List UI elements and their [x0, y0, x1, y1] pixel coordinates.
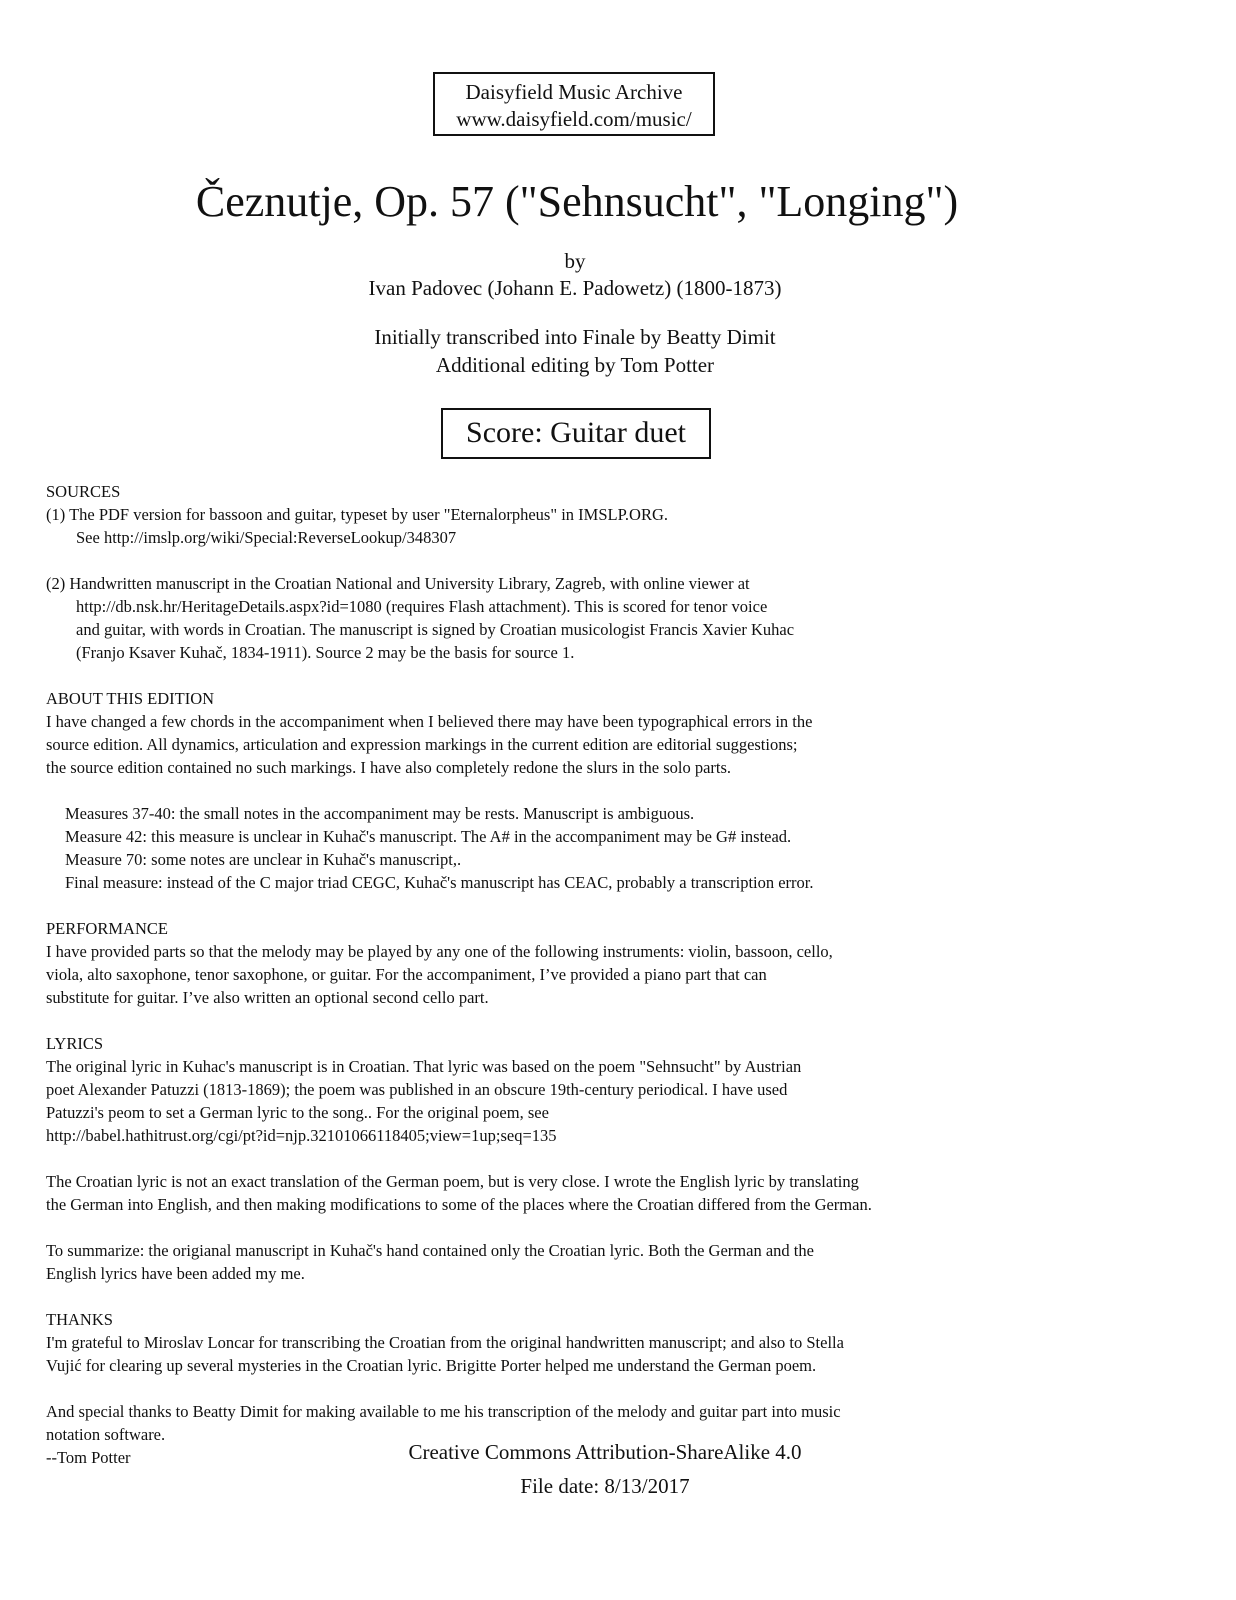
lyrics-line: the German into English, and then making modifications to some of the places where the Croatian differed from the German. — [46, 1195, 872, 1214]
lyrics-line: Patuzzi's peom to set a German lyric to the song.. For the original poem, see — [46, 1103, 549, 1122]
measure-note: Final measure: instead of the C major triad CEGC, Kuhač's manuscript has CEAC, probably a transcription error. — [65, 873, 814, 892]
performance-line: viola, alto saxophone, tenor saxophone, or guitar. For the accompaniment, I’ve provided a piano part that can — [46, 965, 767, 984]
measure-note: Measure 70: some notes are unclear in Kuhač's manuscript,. — [65, 850, 462, 869]
composer-line: Ivan Padovec (Johann E. Padowetz) (1800-1873) — [368, 276, 782, 300]
sources-heading: SOURCES — [46, 482, 121, 501]
performance-line: substitute for guitar. I’ve also written an optional second cello part. — [46, 988, 489, 1007]
lyrics-heading: LYRICS — [46, 1034, 104, 1053]
lyrics-line: To summarize: the origianal manuscript in Kuhač's hand contained only the Croatian lyric. Both the German and the — [46, 1241, 814, 1260]
source-1-line: (1) The PDF version for bassoon and guitar, typeset by user "Eternalorpheus" in IMSLP.ORG. — [46, 505, 669, 524]
source-1-line: See http://imslp.org/wiki/Special:ReverseLookup/348307 — [76, 528, 457, 547]
measure-note: Measure 42: this measure is unclear in Kuhač's manuscript. The A# in the accompaniment may be G# instead. — [65, 827, 792, 846]
measure-note: Measures 37-40: the small notes in the accompaniment may be rests. Manuscript is ambiguous. — [65, 804, 695, 823]
lyrics-line: The original lyric in Kuhac's manuscript is in Croatian. That lyric was based on the poem "Sehnsucht" by Austrian — [46, 1057, 802, 1076]
lyrics-line: English lyrics have been added my me. — [46, 1264, 305, 1283]
lyrics-line: http://babel.hathitrust.org/cgi/pt?id=njp.32101066118405;view=1up;seq=135 — [46, 1126, 557, 1145]
thanks-line: And special thanks to Beatty Dimit for making available to me his transcription of the melody and guitar part into music — [46, 1402, 841, 1421]
archive-box — [433, 72, 715, 136]
about-heading: ABOUT THIS EDITION — [46, 689, 215, 708]
source-2-line: (Franjo Ksaver Kuhač, 1834-1911). Source 2 may be the basis for source 1. — [76, 643, 575, 662]
about-line: I have changed a few chords in the accompaniment when I believed there may have been typographical errors in the — [46, 712, 813, 731]
lyrics-line: poet Alexander Patuzzi (1813-1869); the poem was published in an obscure 19th-century periodical. I have used — [46, 1080, 788, 1099]
page-title: Čeznutje, Op. 57 ("Sehnsucht", "Longing") — [195, 177, 959, 226]
about-line: source edition. All dynamics, articulation and expression markings in the current edition are editorial suggestions; — [46, 735, 798, 754]
source-2-line: (2) Handwritten manuscript in the Croatian National and University Library, Zagreb, with online viewer at — [46, 574, 750, 593]
thanks-line: Vujić for clearing up several mysteries in the Croatian lyric. Brigitte Porter helped me understand the German poem. — [46, 1356, 817, 1375]
file-date-line: File date: 8/13/2017 — [520, 1474, 690, 1498]
lyrics-line: The Croatian lyric is not an exact translation of the German poem, but is very close. I wrote the English lyric by translating — [46, 1172, 859, 1191]
source-2-line: http://db.nsk.hr/HeritageDetails.aspx?id=1080 (requires Flash attachment). This is scored for tenor voice — [76, 597, 768, 616]
score-label: Score: Guitar duet — [441, 408, 711, 459]
thanks-line: notation software. — [46, 1425, 166, 1444]
thanks-heading: THANKS — [46, 1310, 113, 1329]
credit-editing: Additional editing by Tom Potter — [435, 353, 715, 377]
license-line: Creative Commons Attribution-ShareAlike 4.0 — [408, 1440, 802, 1464]
archive-url: www.daisyfield.com/music/ — [456, 107, 692, 131]
performance-heading: PERFORMANCE — [46, 919, 168, 938]
archive-name: Daisyfield Music Archive — [465, 80, 683, 104]
by-line: by — [564, 249, 586, 273]
document-body — [46, 480, 1046, 1469]
signature: --Tom Potter — [46, 1448, 131, 1467]
about-line: the source edition contained no such markings. I have also completely redone the slurs in the solo parts. — [46, 758, 732, 777]
thanks-line: I'm grateful to Miroslav Loncar for transcribing the Croatian from the original handwritten manuscript; and also to Stella — [46, 1333, 844, 1352]
performance-line: I have provided parts so that the melody may be played by any one of the following instruments: violin, bassoon, cello, — [46, 942, 833, 961]
credit-transcription: Initially transcribed into Finale by Beatty Dimit — [374, 325, 776, 349]
source-2-line: and guitar, with words in Croatian. The manuscript is signed by Croatian musicologist Francis Xavier Kuhac — [76, 620, 795, 639]
